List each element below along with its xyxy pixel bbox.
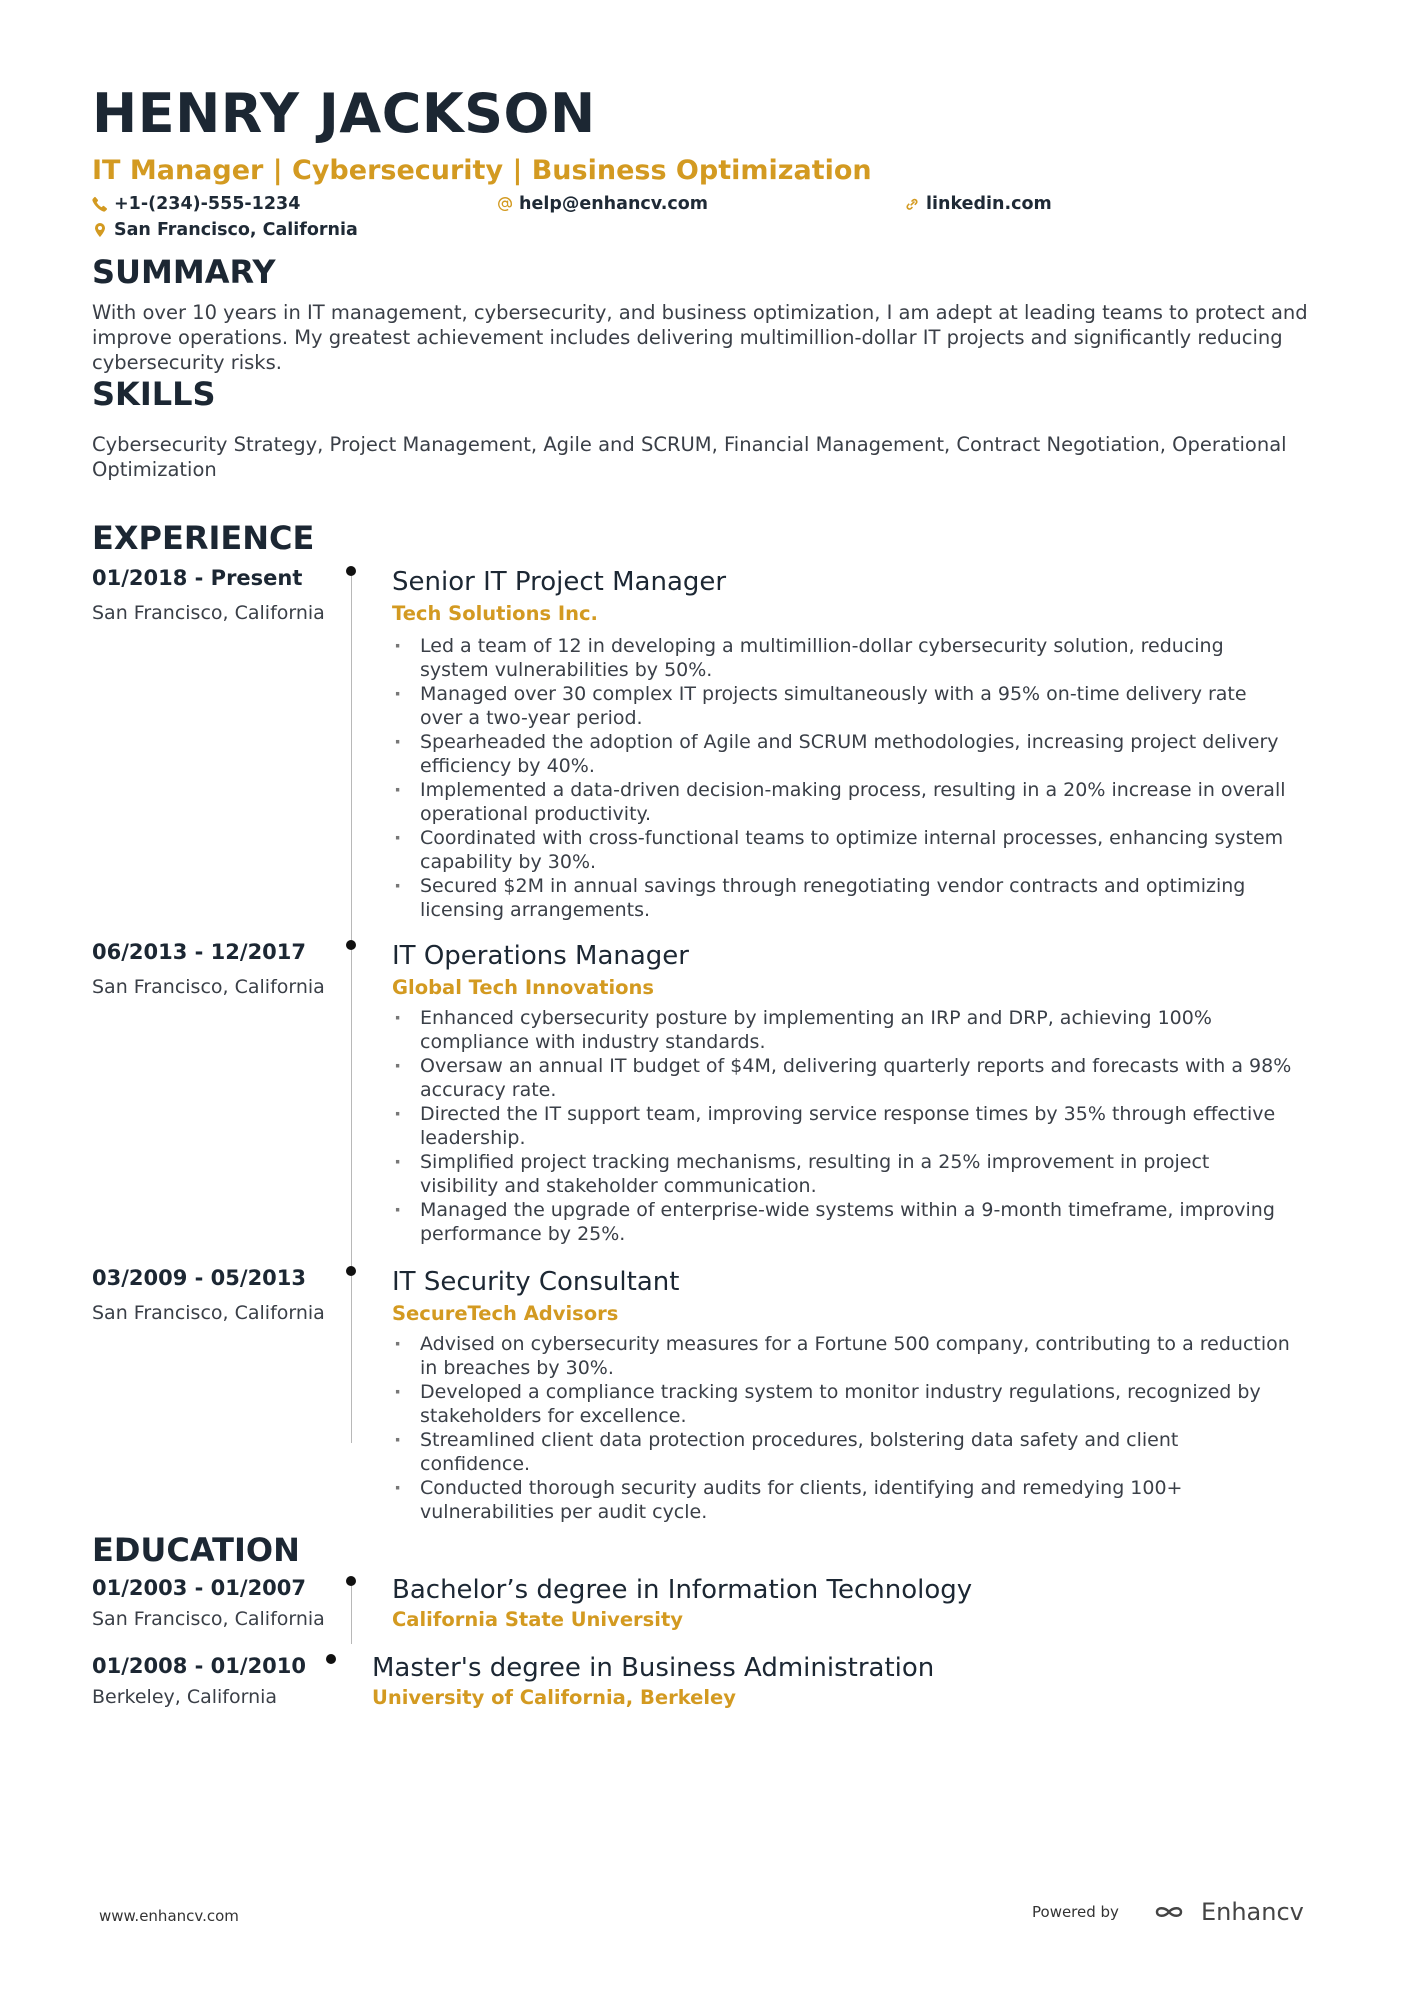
contact-info — [92, 192, 1332, 244]
experience-timeline — [351, 568, 352, 1443]
entry-date: 01/2008 - 01/2010 — [92, 1654, 307, 1678]
timeline-dot — [346, 1266, 356, 1276]
entry-bullets — [392, 1006, 1292, 1246]
entry-role: IT Operations Manager — [392, 941, 689, 971]
brand-name: Enhancv — [1200, 1898, 1304, 1926]
bullet-item: · Oversaw an annual IT budget of $4M, delivering quarterly reports and forecasts with a 98% accuracy rate. — [392, 1054, 1292, 1102]
powered-by-label: Powered by — [1032, 1903, 1119, 1921]
phone-icon — [92, 196, 108, 212]
bullet-item: · Led a team of 12 in developing a multimillion-dollar cybersecurity solution, reducing system vulnerabilities by 50%. — [392, 634, 1292, 682]
education-timeline — [351, 1578, 352, 1644]
entry-degree: Bachelor’s degree in Information Technology — [392, 1575, 973, 1605]
timeline-dot — [346, 1576, 356, 1586]
entry-location: San Francisco, California — [92, 976, 325, 998]
summary-text: With over 10 years in IT management, cybersecurity, and business optimization, I am adept at leading teams to protect and improve operations. My greatest achievement includes delivering multimillion-dollar IT projects and significantly reducing cybersecurity risks. — [92, 301, 1308, 374]
enhancv-logo-icon — [1147, 1901, 1193, 1923]
at-icon — [497, 196, 513, 212]
education-title: EDUCATION — [92, 1531, 300, 1569]
entry-school: University of California, Berkeley — [372, 1686, 736, 1709]
entry-bullets — [392, 634, 1292, 922]
location-pin-icon — [92, 222, 108, 238]
timeline-dot — [346, 566, 356, 576]
entry-location: San Francisco, California — [92, 1608, 325, 1630]
bullet-item: · Coordinated with cross-functional teams to optimize internal processes, enhancing system capability by 30%. — [392, 826, 1292, 874]
contact-phone — [92, 194, 300, 214]
bullet-item: · Implemented a data-driven decision-making process, resulting in a 20% increase in overall operational productivity. — [392, 778, 1292, 826]
email-text: help@enhancv.com — [519, 194, 709, 214]
bullet-item: · Advised on cybersecurity measures for a Fortune 500 company, contributing to a reduction in breaches by 30%. — [392, 1332, 1292, 1380]
footer-branding — [1032, 1898, 1304, 1926]
bullet-item: · Managed the upgrade of enterprise-wide systems within a 9-month timeframe, improving performance by 25%. — [392, 1198, 1292, 1246]
entry-date: 01/2018 - Present — [92, 566, 303, 590]
bullet-item: · Enhanced cybersecurity posture by implementing an IRP and DRP, achieving 100% compliance with industry standards. — [392, 1006, 1292, 1054]
entry-bullets — [392, 1332, 1292, 1524]
bullet-item: · Secured $2M in annual savings through renegotiating vendor contracts and optimizing licensing arrangements. — [392, 874, 1292, 922]
entry-location: San Francisco, California — [92, 1302, 325, 1324]
skills-title: SKILLS — [92, 375, 216, 413]
bullet-item: · Directed the IT support team, improving service response times by 35% through effective leadership. — [392, 1102, 1292, 1150]
experience-section — [92, 518, 1332, 1523]
entry-date: 03/2009 - 05/2013 — [92, 1266, 307, 1290]
entry-degree: Master's degree in Business Administration — [372, 1653, 935, 1683]
entry-company: Global Tech Innovations — [392, 976, 655, 999]
bullet-item: · Conducted thorough security audits for clients, identifying and remedying 100+ vulnerabilities per audit cycle. — [392, 1476, 1292, 1524]
entry-location: Berkeley, California — [92, 1686, 278, 1708]
timeline-dot — [326, 1654, 336, 1664]
entry-date: 01/2003 - 01/2007 — [92, 1576, 307, 1600]
entry-company: SecureTech Advisors — [392, 1302, 619, 1325]
contact-location — [92, 220, 358, 240]
headline: IT Manager | Cybersecurity | Business Optimization — [92, 155, 872, 186]
bullet-item: · Simplified project tracking mechanisms, resulting in a 25% improvement in project visibility and stakeholder communication. — [392, 1150, 1292, 1198]
summary-title: SUMMARY — [92, 253, 276, 291]
resume-page — [92, 82, 1332, 1709]
contact-linkedin[interactable] — [904, 194, 1052, 214]
entry-role: Senior IT Project Manager — [392, 567, 727, 597]
bullet-item: · Developed a compliance tracking system to monitor industry regulations, recognized by stakeholders for excellence. — [392, 1380, 1292, 1428]
brand-logo[interactable] — [1147, 1898, 1304, 1926]
contact-email[interactable] — [497, 194, 708, 214]
phone-text: +1-(234)-555-1234 — [114, 194, 301, 214]
bullet-item: · Streamlined client data protection procedures, bolstering data safety and client confidence. — [392, 1428, 1292, 1476]
entry-school: California State University — [392, 1608, 683, 1631]
entry-location: San Francisco, California — [92, 602, 325, 624]
entry-role: IT Security Consultant — [392, 1267, 680, 1297]
skills-text: Cybersecurity Strategy, Project Management, Agile and SCRUM, Financial Management, Contract Negotiation, Operational Optimization — [92, 433, 1287, 481]
candidate-name: HENRY JACKSON — [92, 82, 596, 145]
experience-title: EXPERIENCE — [92, 519, 315, 557]
education-section — [92, 1530, 1332, 1709]
skills-section — [92, 374, 1332, 482]
entry-date: 06/2013 - 12/2017 — [92, 940, 307, 964]
footer-website[interactable]: www.enhancv.com — [99, 1907, 239, 1925]
timeline-dot — [346, 940, 356, 950]
link-icon — [904, 196, 920, 212]
summary-section — [92, 252, 1332, 375]
linkedin-text: linkedin.com — [926, 194, 1052, 214]
entry-company: Tech Solutions Inc. — [392, 602, 598, 625]
bullet-item: · Spearheaded the adoption of Agile and SCRUM methodologies, increasing project delivery efficiency by 40%. — [392, 730, 1292, 778]
bullet-item: · Managed over 30 complex IT projects simultaneously with a 95% on-time delivery rate over a two-year period. — [392, 682, 1292, 730]
location-text: San Francisco, California — [114, 220, 358, 240]
